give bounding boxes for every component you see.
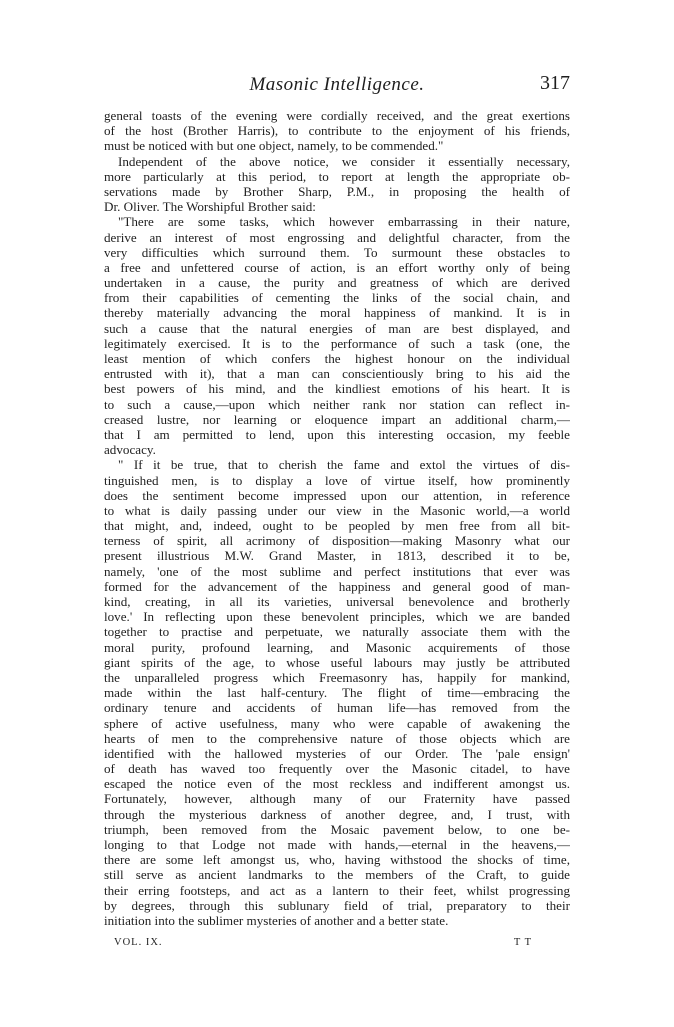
text-line: kind, creating, in all its varieties, universal benevolence and brotherly <box>104 594 570 609</box>
text-line: together to practise and perpetuate, we naturally associate them with the <box>104 624 570 640</box>
page-header <box>0 72 674 102</box>
text-line: creased lustre, nor learning or eloquence impart an additional charm,— <box>104 411 570 427</box>
text-line: ordinary tenure and accidents of human life—has removed from the <box>104 700 570 716</box>
text-line: namely, 'one of the most sublime and perfect institutions that ever was <box>104 563 570 579</box>
text-line: through the mysterious darkness of another degree, and, I trust, with <box>104 806 570 822</box>
text-line: escaped the notice even of the most reckless and indifferent amongst us. <box>104 776 570 792</box>
text-line: longing to that Lodge not made with hands,—eternal in the heavens,— <box>104 837 570 852</box>
text-line: made within the last half-century. The flight of time—embracing the <box>104 685 570 701</box>
text-line: initiation into the sublimer mysteries of another and a better state. <box>104 912 449 928</box>
text-line: that I am permitted to lend, upon this interesting occasion, my feeble <box>104 426 570 442</box>
text-line: present illustrious M.W. Grand Master, in 1813, described it to be, <box>104 548 570 564</box>
text-line: still serve as ancient landmarks to the members of the Craft, to guide <box>104 867 570 883</box>
text-line: Independent of the above notice, we consider it essentially necessary, <box>118 153 570 169</box>
text-line: sphere of active usefulness, many who were capable of awakening the <box>104 715 570 731</box>
text-line: by degrees, through this sublunary field of trial, preparatory to their <box>104 897 570 913</box>
text-line: advocacy. <box>104 442 156 458</box>
text-line: there are some left amongst us, who, having withstood the shocks of time, <box>104 852 570 868</box>
text-line: formed for the advancement of the happiness and general good of man- <box>104 578 570 594</box>
text-line: giant spirits of the age, to whose useful labours may justly be attributed <box>104 654 570 670</box>
text-line: terness of spirit, all acrimony of disposition—making Masonry what our <box>104 533 570 549</box>
running-title: Masonic Intelligence. <box>249 74 425 95</box>
text-line: of death has waved too frequently over the Masonic citadel, to have <box>104 761 570 777</box>
text-line: to what is daily passing under our view in the Masonic world,—a world <box>104 502 570 518</box>
text-line: a free and unfettered course of action, is an effort worthy only of being <box>104 259 570 275</box>
page-footer <box>104 937 570 955</box>
text-line: of the host (Brother Harris), to contribute to the enjoyment of his friends, <box>104 123 570 139</box>
text-line: entrusted with it), that a man can conscientiously bring to his aid the <box>104 366 570 382</box>
text-line: such a cause that the natural energies of man are best displayed, and <box>104 320 570 336</box>
text-line: from their capabilities of cementing the links of the social chain, and <box>104 290 570 306</box>
text-line: Fortunately, however, although many of our Fraternity have passed <box>104 791 570 807</box>
text-line: least mention of which confers the highest honour on the individual <box>104 351 570 366</box>
text-line: " If it be true, that to cherish the fame and extol the virtues of dis- <box>118 457 570 473</box>
text-line: identified with the hallowed mysteries of our Order. The 'pale ensign' <box>104 745 570 761</box>
text-line: derive an interest of most engrossing and delightful character, from the <box>104 229 570 245</box>
volume-label: VOL. IX. <box>114 937 163 948</box>
text-line: the unparalleled progress which Freemasonry has, happily for mankind, <box>104 669 570 685</box>
text-line: moral purity, profound learning, and Masonic acquirements of those <box>104 639 570 655</box>
text-line: hearts of men to the comprehensive nature of those objects which are <box>104 730 570 746</box>
text-line: Dr. Oliver. The Worshipful Brother said: <box>104 199 316 215</box>
text-line: servations made by Brother Sharp, P.M., in proposing the health of <box>104 183 570 199</box>
text-line: must be noticed with but one object, namely, to be commended." <box>104 138 444 154</box>
text-line: legitimately exercised. It is to the performance of such a task (one, the <box>104 335 570 351</box>
text-line: does the sentiment become impressed upon our attention, in reference <box>104 487 570 503</box>
text-line: tinguished men, is to display a love of virtue itself, how prominently <box>104 472 570 488</box>
text-line: to such a cause,—upon which neither rank nor station can reflect in- <box>104 396 570 412</box>
text-line: triumph, been removed from the Mosaic pavement below, to one be- <box>104 821 570 837</box>
text-line: best powers of his mind, and the kindliest emotions of his heart. It is <box>104 381 570 397</box>
text-line: thereby materially advancing the moral happiness of mankind. It is in <box>104 305 570 321</box>
text-line: that might, and, indeed, ought to be peopled by men free from all bit- <box>104 518 570 534</box>
text-line: love.' In reflecting upon these benevolent principles, which we are banded <box>104 609 570 625</box>
text-line: "There are some tasks, which however embarrassing in their nature, <box>118 214 570 230</box>
text-line: undertaken in a cause, the purity and greatness of which are derived <box>104 275 570 291</box>
text-line: more particularly at this period, to report at length the appropriate ob- <box>104 168 570 184</box>
text-line: very difficulties which surround them. To surmount these obstacles to <box>104 244 570 260</box>
body-text <box>104 108 570 928</box>
signature-mark: T T <box>513 937 532 948</box>
text-line: general toasts of the evening were cordially received, and the great exertions <box>104 108 570 123</box>
page-number: 317 <box>540 72 570 94</box>
text-line: their erring footsteps, and act as a lantern to their feet, whilst progressing <box>104 882 570 898</box>
